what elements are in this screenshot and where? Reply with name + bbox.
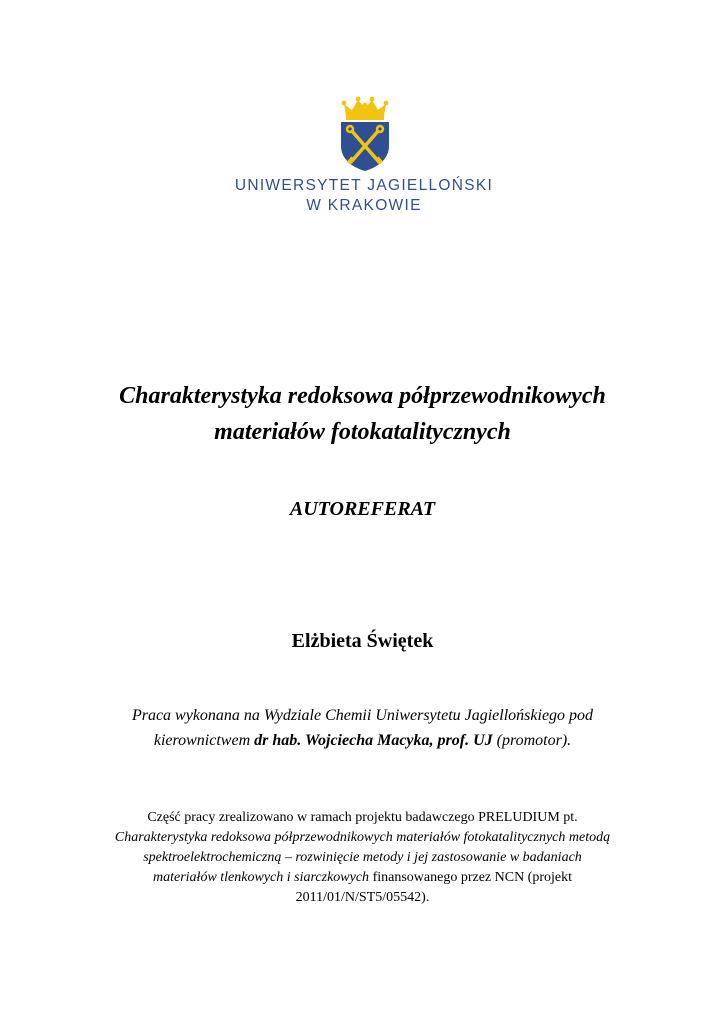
thesis-title-line1: Charakterystyka redoksowa półprzewodnikowych [119,383,606,409]
funding-line2 [90,828,635,848]
project-title-part3: materiałów tlenkowych i siarczkowych [153,870,370,885]
university-logo [226,90,502,224]
affiliation-suffix: (promotor). [492,732,572,749]
affiliation-prefix: kierownictwem [153,732,255,749]
document-type: AUTOREFERAT [289,498,436,520]
author-name: Elżbieta Świętek [291,630,434,652]
project-title-part2: spektroelektrochemiczną – rozwinięcie metody i jej zastosowanie w badaniach [143,850,582,865]
university-crest-icon [338,96,392,172]
thesis-title [0,378,725,450]
university-name-line1: UNIWERSYTET JAGIELLOŃSKI [234,177,494,194]
funding-statement [90,808,635,908]
affiliation-line1: Praca wykonana na Wydziale Chemii Uniwersytetu Jagiellońskiego pod [131,707,594,724]
funding-agency: finansowanego przez NCN (projekt [369,870,572,885]
project-title-part1: Charakterystyka redoksowa półprzewodnikowych materiałów fotokatalitycznych metodą [114,830,611,845]
project-number: 2011/01/N/ST5/05542). [295,890,430,905]
crown-icon [342,97,389,120]
affiliation-statement [110,703,615,753]
supervisor-name: dr hab. Wojciecha Macyka, prof. UJ [254,732,493,749]
funding-line3 [90,848,635,868]
thesis-title-line2: materiałów fotokatalitycznych [214,419,511,445]
university-name [226,176,502,216]
university-name-line2: W KRAKOWIE [306,197,422,214]
affiliation-line2 [110,728,615,753]
funding-line4 [90,868,635,888]
funding-line1: Część pracy zrealizowano w ramach projektu badawczego PRELUDIUM pt. [147,810,578,825]
